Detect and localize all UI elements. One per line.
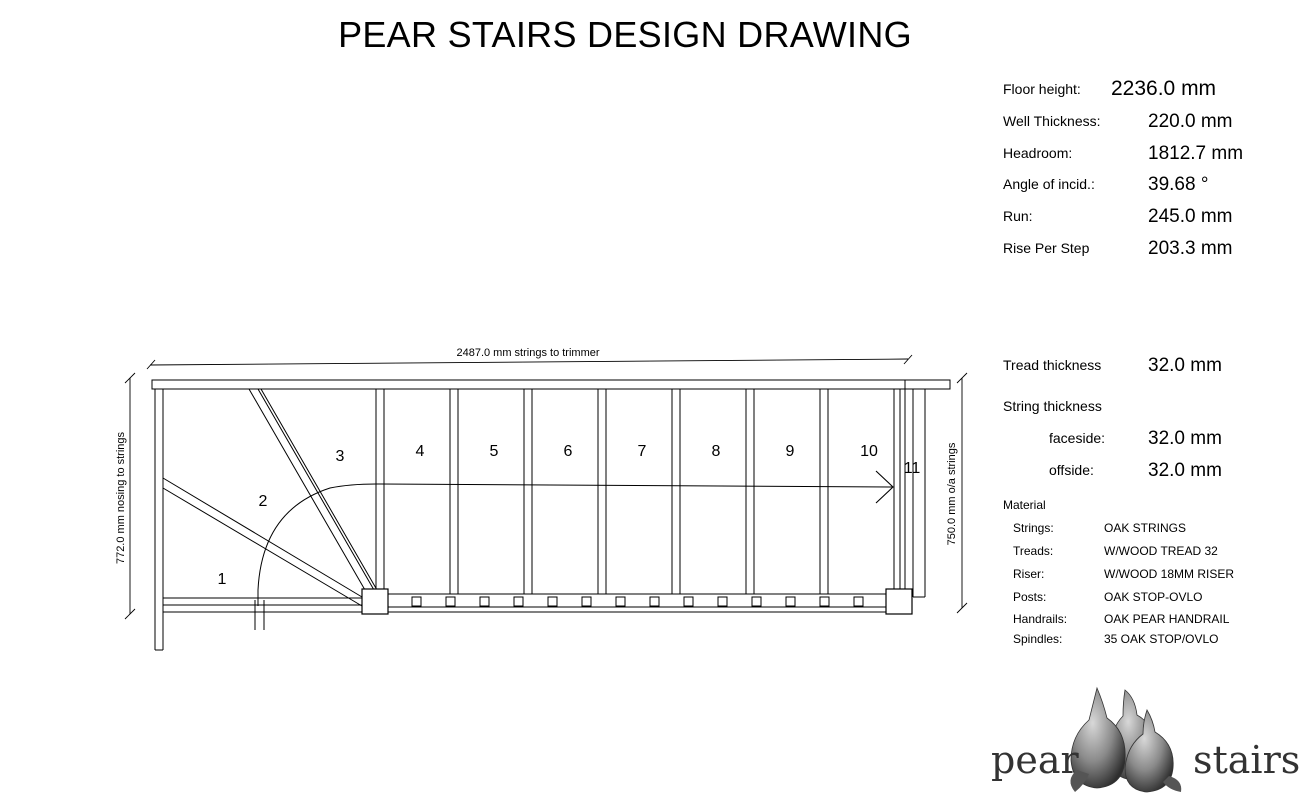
step-number-5: 5 — [489, 443, 499, 460]
string-thickness-label: String thickness — [1003, 398, 1102, 414]
material-spindles-label: Spindles: — [1013, 632, 1063, 646]
faceside-value: 32.0 mm — [1148, 428, 1222, 449]
step-number-7: 7 — [637, 443, 647, 460]
step-number-1: 1 — [217, 571, 227, 588]
spindles — [412, 597, 863, 606]
top-string — [152, 380, 950, 389]
faceside-label: faceside: — [1049, 430, 1106, 446]
material-handrails-value: OAK PEAR HANDRAIL — [1104, 612, 1230, 626]
well-thickness-label: Well Thickness: — [1003, 113, 1101, 129]
step-number-4: 4 — [415, 443, 425, 460]
material-riser-label: Riser: — [1013, 567, 1045, 581]
page-title: PEAR STAIRS DESIGN DRAWING — [338, 14, 912, 55]
step-numbers — [218, 443, 921, 588]
tread-thickness-value: 32.0 mm — [1148, 355, 1222, 376]
material-posts-label: Posts: — [1013, 590, 1047, 604]
material-handrails-label: Handrails: — [1013, 612, 1068, 626]
top-dimension — [147, 347, 912, 369]
step-number-10: 10 — [860, 443, 878, 460]
run-value: 245.0 mm — [1148, 206, 1233, 227]
material-posts-value: OAK STOP-OVLO — [1104, 590, 1203, 604]
floor-height-label: Floor height: — [1003, 81, 1081, 97]
step-number-9: 9 — [785, 443, 795, 460]
left-dimension-label: 772.0 mm nosing to strings — [115, 431, 127, 565]
headroom-label: Headroom: — [1003, 145, 1073, 161]
logo-text-stairs: stairs — [1193, 738, 1301, 782]
step-number-2: 2 — [258, 493, 268, 510]
left-string — [155, 389, 163, 650]
offside-label: offside: — [1049, 462, 1094, 478]
run-label: Run: — [1003, 208, 1033, 224]
step-number-3: 3 — [335, 448, 345, 465]
winder-lines — [163, 389, 377, 606]
material-heading: Material — [1003, 498, 1046, 512]
step-number-6: 6 — [563, 443, 573, 460]
right-dimension — [946, 373, 967, 613]
right-string — [905, 380, 925, 597]
material-riser-value: W/WOOD 18MM RISER — [1104, 567, 1235, 581]
angle-value: 39.68 ° — [1148, 174, 1209, 195]
left-dimension — [115, 373, 135, 619]
top-dimension-label: 2487.0 mm strings to trimmer — [456, 347, 600, 359]
rise-value: 203.3 mm — [1148, 238, 1233, 259]
material-treads-value: W/WOOD TREAD 32 — [1104, 544, 1218, 558]
riser-lines — [376, 389, 900, 594]
bottom-string — [163, 594, 886, 612]
material-strings-label: Strings: — [1013, 521, 1054, 535]
logo-text-pear: pear — [991, 738, 1079, 782]
material-treads-label: Treads: — [1013, 544, 1054, 558]
pear-stairs-logo — [985, 680, 1301, 800]
well-thickness-value: 220.0 mm — [1148, 111, 1233, 132]
offside-value: 32.0 mm — [1148, 460, 1222, 481]
headroom-value: 1812.7 mm — [1148, 143, 1244, 164]
angle-label: Angle of incid.: — [1003, 176, 1095, 192]
material-spindles-value: 35 OAK STOP/OVLO — [1104, 632, 1219, 646]
step-number-8: 8 — [711, 443, 721, 460]
floor-height-value: 2236.0 mm — [1111, 77, 1217, 100]
right-dimension-label: 750.0 mm o/a strings — [946, 442, 958, 546]
material-strings-value: OAK STRINGS — [1104, 521, 1187, 535]
step-number-11: 11 — [903, 460, 921, 477]
tread-thickness-label: Tread thickness — [1003, 357, 1102, 373]
rise-label: Rise Per Step — [1003, 240, 1090, 256]
